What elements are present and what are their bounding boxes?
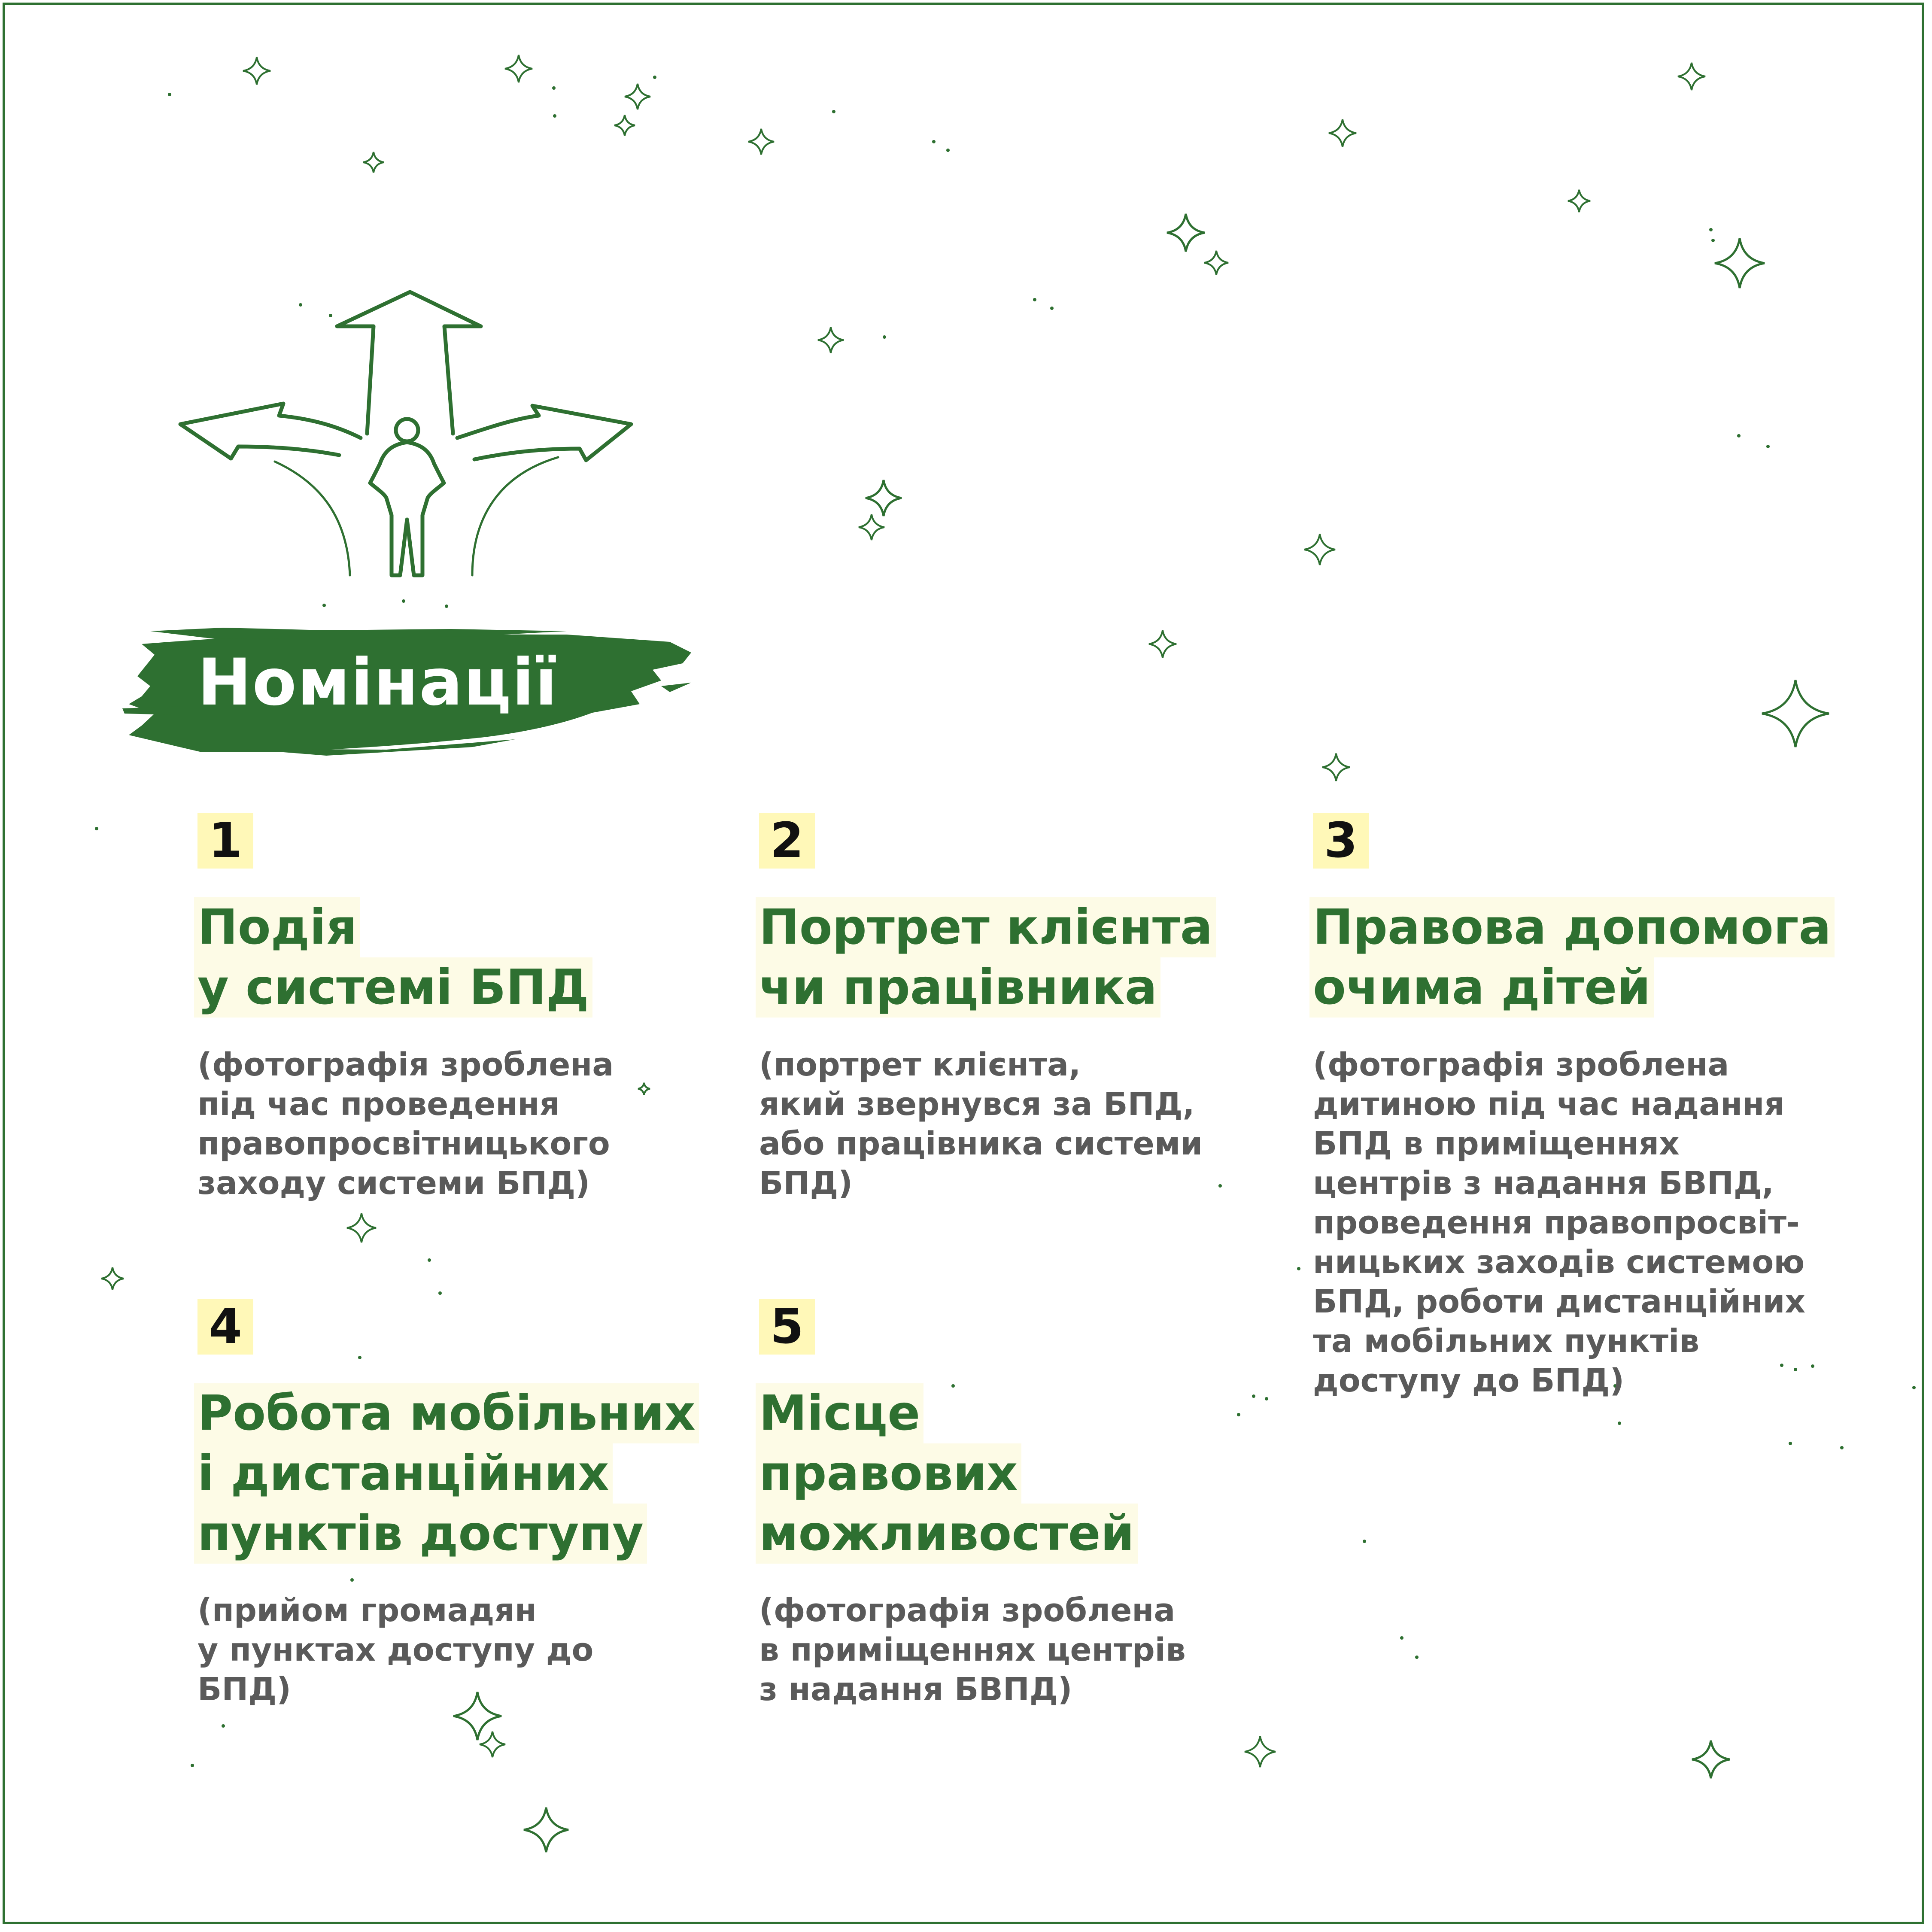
page-title: Номінації	[197, 645, 558, 720]
sparkle-star-icon	[363, 152, 384, 173]
description-line: БПД, роботи дистанційних	[1313, 1283, 1806, 1320]
nomination-description-3	[1313, 1045, 1805, 1400]
description-line: який звернувся за БПД,	[759, 1086, 1195, 1123]
description-line: заходу системи БПД)	[197, 1165, 590, 1202]
nomination-number-4: 4	[197, 1299, 253, 1355]
road-curve-left	[275, 462, 350, 575]
sparkle-star-icon	[859, 514, 884, 540]
person-head	[396, 419, 418, 441]
sparkle-dot	[438, 1291, 442, 1295]
nomination-title-line: правових	[756, 1443, 1021, 1504]
nomination-title-line: і дистанційних	[194, 1443, 613, 1504]
description-line: та мобільних пунктів	[1313, 1323, 1700, 1360]
sparkle-dot	[322, 604, 326, 607]
sparkle-dot	[1618, 1422, 1621, 1425]
sparkle-dot	[552, 86, 556, 90]
nomination-title-line: чи працівника	[756, 957, 1160, 1018]
sparkle-dot	[1050, 307, 1054, 310]
sparkle-star-icon	[748, 129, 774, 155]
sparkle-star-icon	[1204, 251, 1228, 275]
sparkle-dot	[445, 605, 448, 608]
sparkle-star-icon	[243, 57, 270, 85]
sparkle-star-icon	[1149, 630, 1176, 658]
nomination-description-1	[197, 1045, 614, 1203]
sparkle-star-icon	[1167, 214, 1205, 252]
nomination-title-line: пунктів доступу	[194, 1504, 647, 1564]
sparkle-dot	[299, 303, 302, 307]
person-body	[370, 442, 444, 575]
crossroads-icon	[180, 292, 631, 575]
description-line: БПД)	[197, 1671, 292, 1708]
nomination-title-line: очима дітей	[1309, 957, 1654, 1018]
sparkle-dot	[222, 1724, 225, 1728]
description-line: під час проведення	[197, 1086, 560, 1123]
description-line: доступу до БПД)	[1313, 1362, 1625, 1399]
sparkle-star-icon	[638, 1083, 650, 1095]
description-line: (фотографія зроблена	[759, 1592, 1176, 1629]
road-curve-right	[472, 457, 558, 575]
sparkle-star-icon	[101, 1267, 124, 1290]
sparkle-dot	[1237, 1413, 1240, 1416]
nomination-title-line: Подія	[194, 897, 360, 957]
sparkle-dot	[553, 114, 556, 118]
sparkle-star-icon	[1678, 63, 1705, 90]
sparkle-star-icon	[1304, 534, 1335, 565]
sparkle-star-icon	[1692, 1741, 1730, 1778]
description-line: центрів з надання БВПД,	[1313, 1165, 1774, 1202]
nomination-description-5	[759, 1591, 1186, 1709]
sparkle-dot	[168, 93, 171, 96]
sparkle-star-icon	[866, 480, 902, 516]
nomination-title-line: Робота мобільних	[194, 1383, 699, 1443]
sparkle-dot	[1252, 1394, 1255, 1398]
sparkle-dot	[1363, 1540, 1366, 1543]
nomination-title-line: Місце	[756, 1383, 923, 1443]
sparkle-star-icon	[1245, 1736, 1276, 1767]
sparkle-dot	[1400, 1636, 1403, 1640]
nomination-title-5	[756, 1383, 1138, 1564]
sparkle-star-icon	[505, 55, 532, 82]
nomination-title-line: Портрет клієнта	[756, 897, 1216, 957]
sparkle-dot	[946, 149, 950, 152]
description-line: БПД)	[759, 1165, 853, 1202]
nomination-number-2: 2	[759, 813, 815, 869]
sparkle-star-icon	[1715, 238, 1765, 288]
sparkle-dot	[1789, 1442, 1792, 1445]
nomination-number-3: 3	[1313, 813, 1369, 869]
nomination-title-line: можливостей	[756, 1504, 1138, 1564]
description-line: або працівника системи	[759, 1125, 1203, 1162]
nomination-description-4	[197, 1591, 593, 1709]
sparkle-dot	[1033, 298, 1036, 301]
sparkle-dot	[1912, 1386, 1916, 1389]
sparkle-dot	[1811, 1364, 1814, 1368]
sparkle-dot	[883, 335, 886, 339]
sparkle-dot	[1766, 445, 1770, 448]
sparkle-star-icon	[1568, 190, 1590, 212]
sparkle-dot	[1415, 1656, 1419, 1659]
sparkle-dot	[1265, 1397, 1268, 1400]
nomination-title-1	[194, 897, 592, 1018]
sparkle-star-icon	[625, 84, 650, 109]
sparkle-dot	[1218, 1184, 1222, 1188]
sparkle-dot	[191, 1764, 194, 1767]
nomination-title-4	[194, 1383, 699, 1564]
sparkle-star-icon	[614, 115, 635, 136]
sparkle-dot	[1297, 1267, 1300, 1270]
sparkle-dot	[350, 1578, 354, 1582]
sparkle-dot	[653, 76, 656, 79]
nomination-number-5: 5	[759, 1299, 815, 1355]
sparkle-star-icon	[1762, 680, 1829, 747]
description-line: дитиною під час надання	[1313, 1086, 1785, 1123]
sparkle-dot	[832, 110, 835, 113]
arrow-left-icon	[180, 404, 361, 459]
description-line: ницьких заходів системою	[1313, 1244, 1805, 1281]
sparkle-star-icon	[480, 1732, 505, 1757]
nomination-title-3	[1309, 897, 1835, 1018]
description-line: (прийом громадян	[197, 1592, 537, 1629]
sparkle-dot	[358, 1356, 361, 1359]
arrow-right-icon	[457, 406, 631, 460]
sparkle-star-icon	[1329, 119, 1356, 147]
description-line: (портрет клієнта,	[759, 1046, 1081, 1083]
sparkle-dot	[932, 140, 936, 143]
sparkle-dot	[329, 314, 332, 317]
description-line: правопросвітницького	[197, 1125, 610, 1162]
description-line: з надання БВПД)	[759, 1671, 1072, 1708]
nomination-title-2	[756, 897, 1216, 1018]
sparkle-dot	[1737, 434, 1741, 437]
sparkle-dot	[1840, 1446, 1844, 1449]
sparkle-star-icon	[347, 1213, 376, 1242]
sparkle-dot	[428, 1258, 431, 1262]
sparkle-star-icon	[1322, 753, 1350, 781]
arrow-up-icon	[337, 292, 481, 434]
nomination-title-line: Правова допомога	[1309, 897, 1835, 957]
description-line: проведення правопросвіт-	[1313, 1204, 1800, 1241]
nomination-description-2	[759, 1045, 1203, 1203]
description-line: в приміщеннях центрів	[759, 1631, 1186, 1668]
sparkle-dot	[1709, 228, 1713, 231]
nomination-number-1: 1	[197, 813, 253, 869]
description-line: у пунктах доступу до	[197, 1631, 594, 1668]
description-line: (фотографія зроблена	[1313, 1046, 1729, 1083]
sparkle-dot	[1711, 239, 1715, 242]
sparkle-dot	[402, 599, 405, 603]
description-line: (фотографія зроблена	[197, 1046, 614, 1083]
description-line: БПД в приміщеннях	[1313, 1125, 1680, 1162]
sparkle-dot	[95, 827, 98, 830]
sparkle-star-icon	[524, 1807, 568, 1852]
nomination-title-line: у системі БПД	[194, 957, 592, 1018]
sparkle-star-icon	[818, 327, 844, 353]
